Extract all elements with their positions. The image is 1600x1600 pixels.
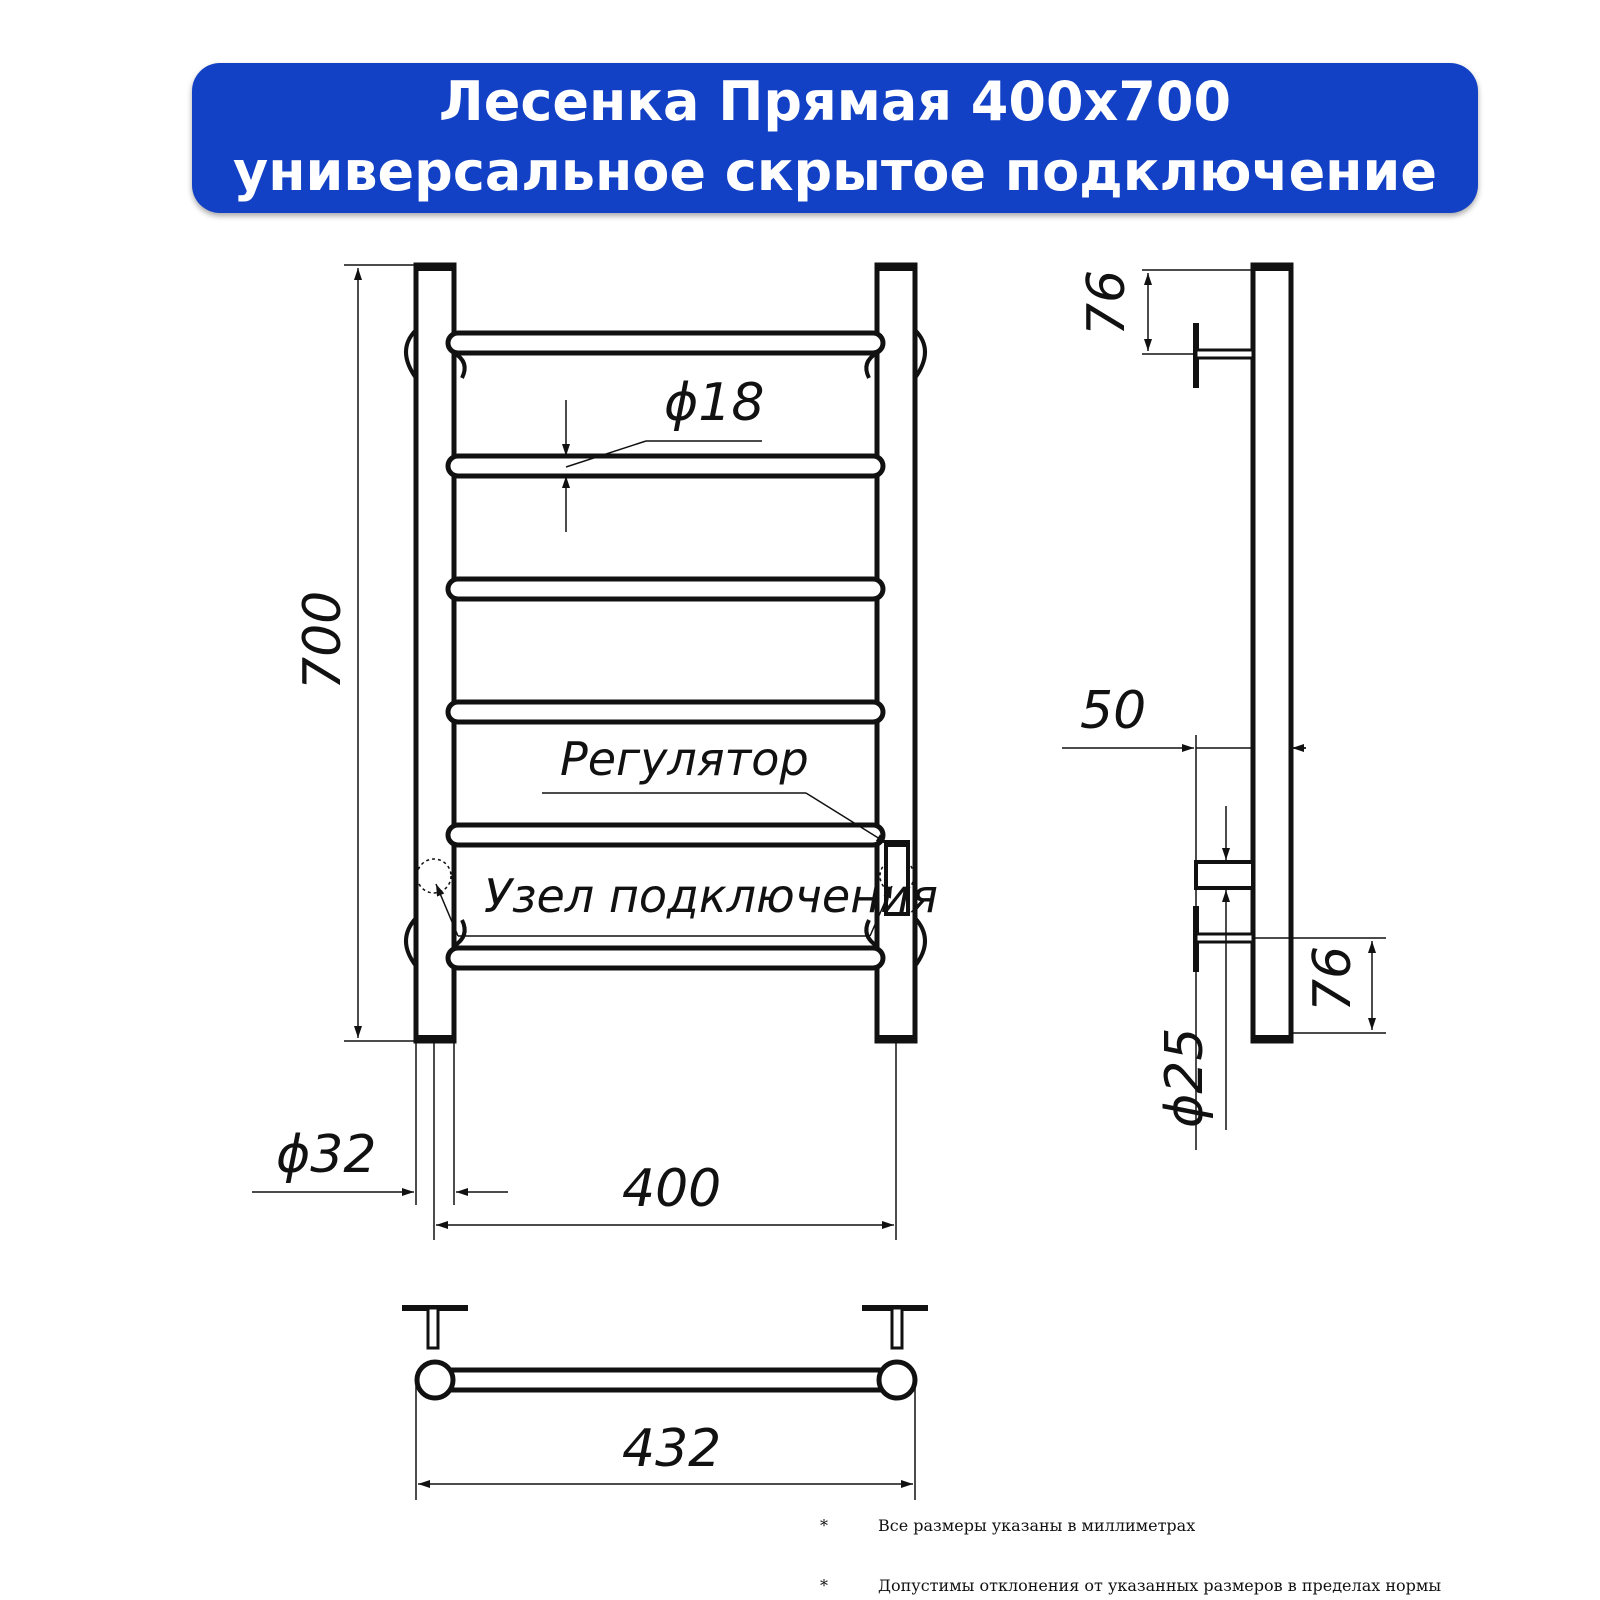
top-riser [879,1362,915,1398]
rung [448,579,883,599]
note-text: Допустимы отклонения от указанных размеров в пределах нормы [878,1576,1442,1595]
connection-label: Узел подключения [484,869,938,923]
dim-top-offset-label: 76 [1077,269,1137,336]
dim-height-label: 700 [293,590,353,690]
regulator-label: Регулятор [560,732,809,786]
top-riser [417,1362,453,1398]
connection-pipe [1196,862,1253,888]
note-marker: * [820,1576,828,1595]
note-text: Все размеры указаны в миллиметрах [878,1516,1196,1535]
dim-side-offset-label: 50 [1080,681,1147,741]
product-title: Лесенка Прямая 400х700 [438,70,1232,133]
top-view [402,1308,928,1398]
dim-bottom-offset-label: 76 [1303,945,1363,1012]
top-rung [440,1370,890,1390]
rung [448,456,883,476]
dim-overall-label: 432 [622,1419,722,1479]
dim-riser-diameter-label: ϕ32 [276,1125,377,1185]
product-subtitle: универсальное скрытое подключение [233,140,1437,203]
note-marker: * [820,1516,828,1535]
right-riser [877,265,915,1041]
dim-rung-diameter-label: ϕ18 [664,373,765,433]
rung [448,333,883,353]
side-riser [1253,265,1291,1041]
rung [448,825,883,845]
dim-pipe-diameter-label: ϕ25 [1155,1027,1215,1128]
dim-height [344,265,416,1041]
left-riser [416,265,454,1041]
rung [448,948,883,968]
rung [448,702,883,722]
dim-width-label: 400 [622,1159,722,1219]
side-view [1196,265,1291,1041]
